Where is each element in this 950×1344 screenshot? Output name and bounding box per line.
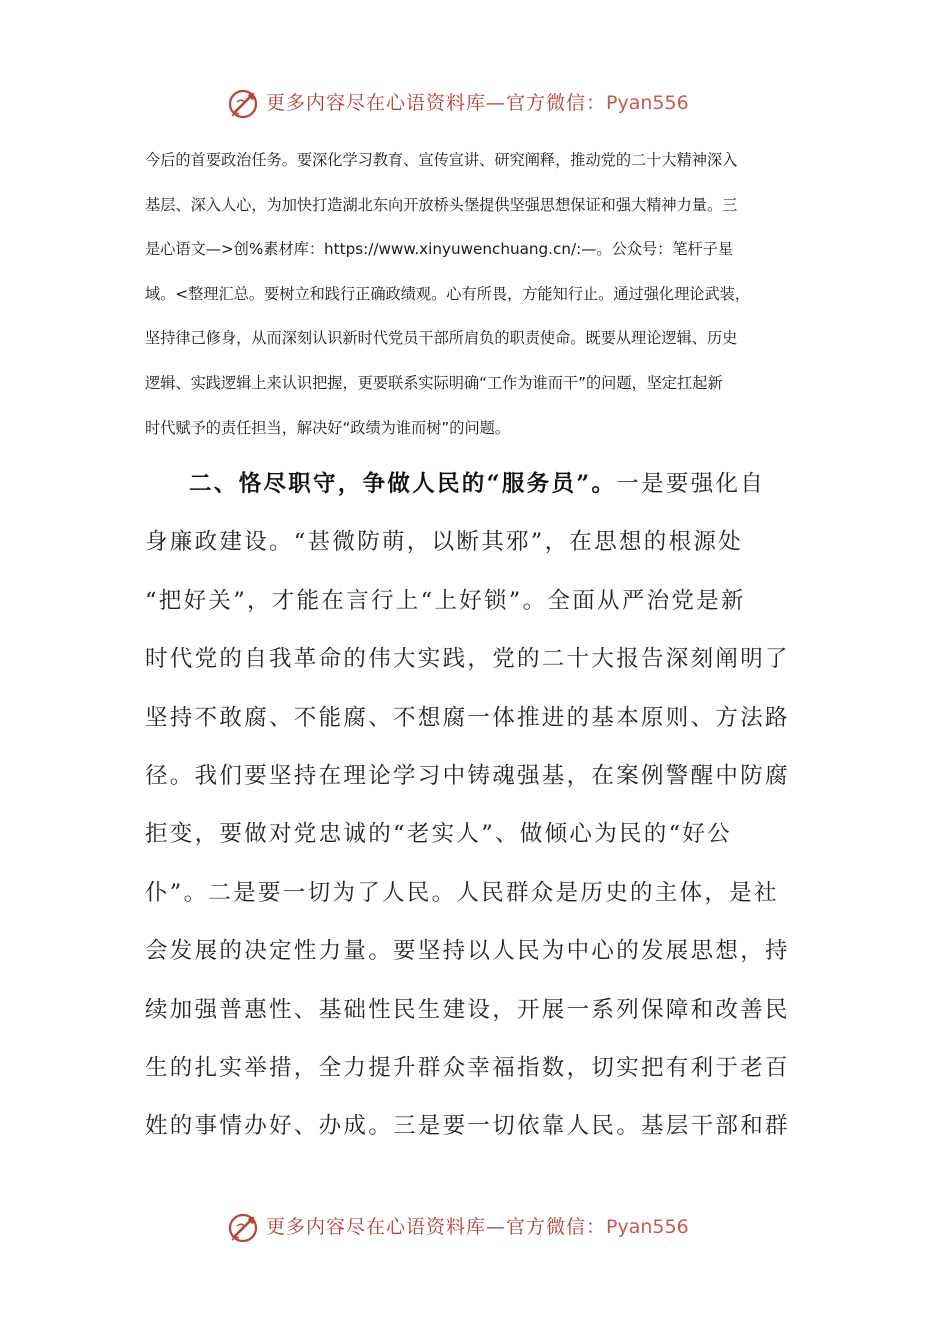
text-line: 拒变，要做对党忠诚的“老实人”、做倾心为民的“好公 [145,821,733,848]
text-line: 今后的首要政治任务。要深化学习教育、宣传宣讲、研究阐释，推动党的二十大精神深入 [145,151,738,169]
text-line: 生的扎实举措，全力提升群众幸福指数，切实把有利于老百 [145,1054,790,1081]
text-line: 逻辑、实践逻辑上来认识把握，更要联系实际明确“工作为谁而干”的问题，坚定扛起新 [145,373,723,392]
pen-logo-icon [226,86,262,122]
text-line: 时代党的自我革命的伟大实践，党的二十大报告深刻阐明了 [145,646,790,673]
text-line: 是心语文—>创%素材库：https://www.xinyuwenchuang.cn/:—。公众号：笔杆子星 [145,240,734,259]
footer-banner [0,1208,950,1248]
text-line-first [145,455,815,513]
pen-logo-icon [226,1210,262,1246]
wechat-id: Pyan556 [606,92,689,114]
text-line: 续加强普惠性、基础性民生建设，开展一系列保障和改善民 [145,996,790,1023]
text-line: 姓的事情办好、办成。三是要一切依靠人民。基层干部和群 [145,1113,790,1140]
text-line: “把好关”，才能在言行上“上好锁”。全面从严治党是新 [145,587,746,614]
paragraph-2 [145,455,815,1156]
wechat-id: Pyan556 [606,1216,689,1238]
banner-text: 更多内容尽在心语资料库—官方微信：Pyan556 [266,1216,689,1238]
text-line: 域。<整理汇总。要树立和践行正确政绩观。心有所畏，方能知行止。通过强化理论武装， [145,284,751,303]
text-line: 径。我们要坚持在理论学习中铸魂强基，在案例警醒中防腐 [145,762,790,789]
text-line: 仆”。二是要一切为了人民。人民群众是历史的主体，是社 [145,879,779,906]
header-banner [0,84,950,124]
section-heading: 二、恪尽职守，争做人民的“服务员”。 [189,471,617,497]
banner-text: 更多内容尽在心语资料库—官方微信：Pyan556 [266,92,689,114]
text-line: 基层、深入人心，为加快打造湖北东向开放桥头堡提供坚强思想保证和强大精神力量。三 [145,195,738,214]
paragraph-1 [145,138,815,450]
text-line: 坚持不敢腐、不能腐、不想腐一体推进的基本原则、方法路 [145,704,790,731]
text-run: 一是要强化自 [616,471,766,497]
text-line: 身廉政建设。“甚微防萌，以断其邪”，在思想的根源处 [145,529,744,556]
text-line: 时代赋予的责任担当，解决好“政绩为谁而树”的问题。 [145,418,511,437]
text-line: 坚持律己修身，从而深刻认识新时代党员干部所肩负的职责使命。既要从理论逻辑、历史 [145,329,738,348]
text-line: 会发展的决定性力量。要坚持以人民为中心的发展思想，持 [145,938,790,965]
